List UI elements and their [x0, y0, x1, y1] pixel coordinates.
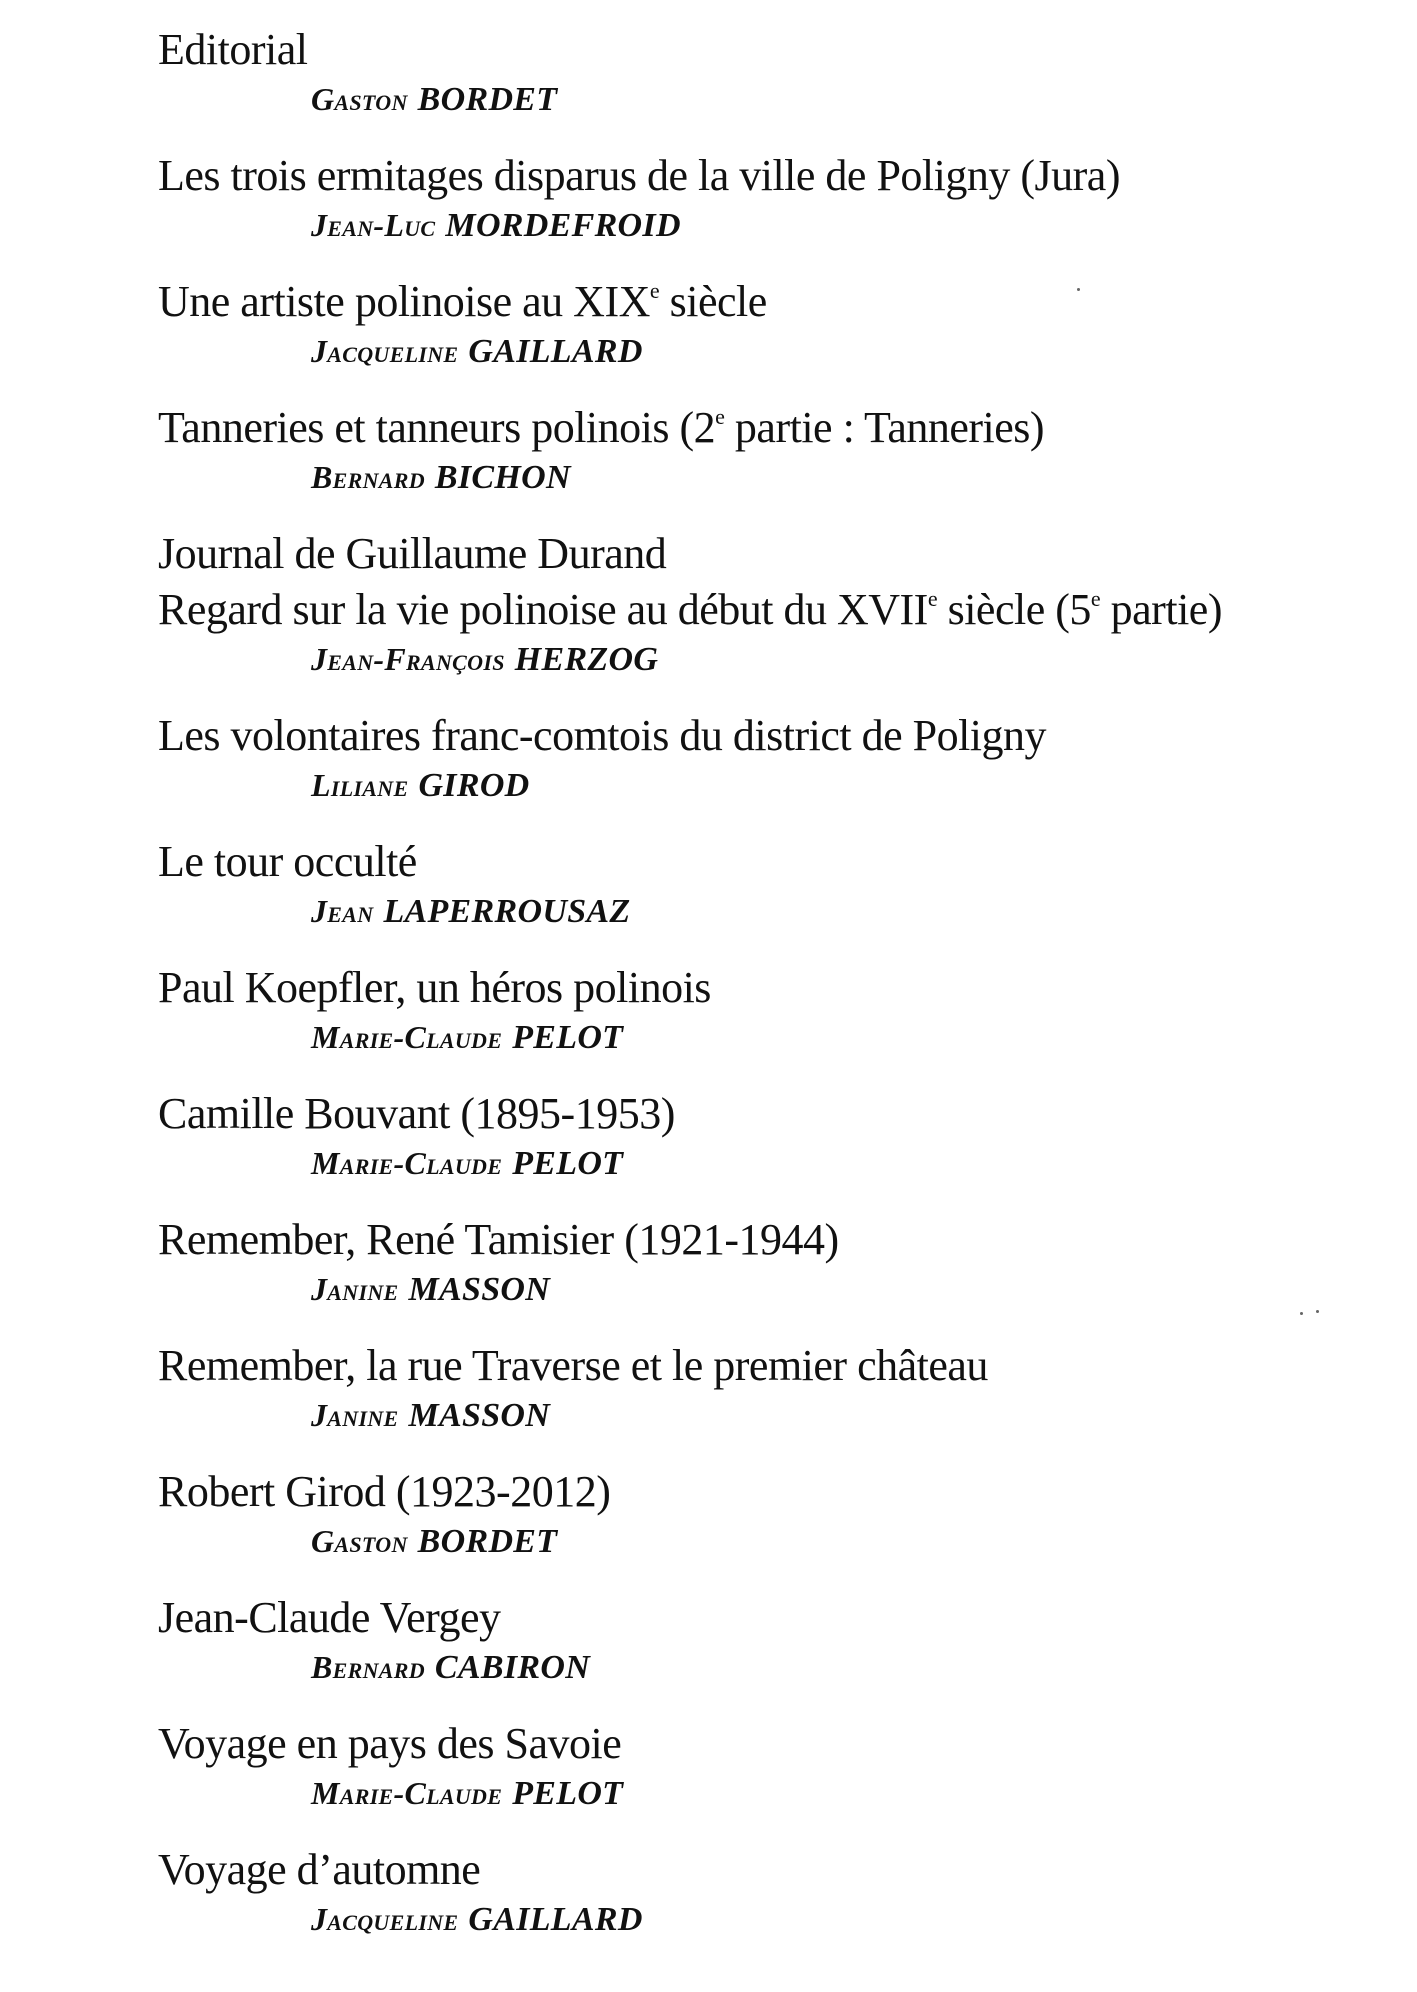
toc-entry — [158, 834, 1388, 932]
author-last-name: MASSON — [408, 1271, 551, 1308]
author-last-name: BORDET — [417, 81, 558, 118]
article-title: Journal de Guillaume Durand — [158, 529, 667, 578]
author-last-name: BORDET — [417, 1523, 558, 1560]
article-author — [158, 456, 1388, 498]
scan-speck — [1316, 1310, 1319, 1313]
article-title: Voyage en pays des Savoie — [158, 1719, 622, 1768]
author-first-name: Jean-Luc — [311, 207, 436, 243]
author-first-name: Marie-Claude — [311, 1019, 503, 1055]
toc-entry — [158, 708, 1388, 806]
author-first-name: Bernard — [311, 459, 425, 495]
author-last-name: HERZOG — [514, 641, 659, 678]
author-first-name: Jacqueline — [311, 333, 459, 369]
article-author — [158, 1394, 1388, 1436]
author-last-name: GAILLARD — [468, 1901, 643, 1938]
article-title: Tanneries et tanneurs polinois (2e partie : Tanneries) — [158, 403, 1045, 452]
author-last-name: MASSON — [408, 1397, 551, 1434]
article-author — [158, 638, 1388, 680]
article-author — [158, 1142, 1388, 1184]
toc-entry — [158, 22, 1388, 120]
article-title: Paul Koepfler, un héros polinois — [158, 963, 711, 1012]
article-title: Editorial — [158, 25, 308, 74]
author-first-name: Gaston — [311, 81, 408, 117]
author-last-name: BICHON — [434, 459, 571, 496]
article-title: Robert Girod (1923-2012) — [158, 1467, 611, 1516]
author-first-name: Marie-Claude — [311, 1775, 503, 1811]
toc-entry — [158, 1842, 1388, 1940]
article-title: Remember, René Tamisier (1921-1944) — [158, 1215, 839, 1264]
author-last-name: MORDEFROID — [445, 207, 681, 244]
article-title: Les volontaires franc-comtois du district de Poligny — [158, 711, 1047, 760]
article-author — [158, 1898, 1388, 1940]
toc-entry — [158, 274, 1388, 372]
author-first-name: Janine — [311, 1397, 399, 1433]
author-first-name: Jean — [311, 893, 374, 929]
author-last-name: GIROD — [418, 767, 530, 804]
author-first-name: Liliane — [311, 767, 409, 803]
article-title: Une artiste polinoise au XIXe siècle — [158, 277, 767, 326]
article-title: Jean-Claude Vergey — [158, 1593, 501, 1642]
author-last-name: PELOT — [512, 1019, 624, 1056]
toc-entry — [158, 960, 1388, 1058]
author-last-name: GAILLARD — [468, 333, 643, 370]
article-author — [158, 204, 1388, 246]
toc-entry — [158, 148, 1388, 246]
article-author — [158, 764, 1388, 806]
author-first-name: Jacqueline — [311, 1901, 459, 1937]
article-subtitle: Regard sur la vie polinoise au début du XVIIe siècle (5e partie) — [158, 585, 1222, 634]
author-last-name: CABIRON — [434, 1649, 591, 1686]
toc-entry — [158, 1464, 1388, 1562]
scan-speck — [1300, 1312, 1303, 1315]
author-first-name: Marie-Claude — [311, 1145, 503, 1181]
toc-entry — [158, 1716, 1388, 1814]
toc-entry — [158, 1338, 1388, 1436]
toc-entry — [158, 526, 1388, 680]
article-author — [158, 1268, 1388, 1310]
article-author — [158, 1646, 1388, 1688]
author-last-name: PELOT — [512, 1145, 624, 1182]
scan-speck — [1077, 288, 1080, 291]
article-author — [158, 1016, 1388, 1058]
article-author — [158, 330, 1388, 372]
author-first-name: Jean-François — [311, 641, 505, 677]
article-title: Camille Bouvant (1895-1953) — [158, 1089, 675, 1138]
table-of-contents — [158, 22, 1388, 1940]
article-title: Remember, la rue Traverse et le premier château — [158, 1341, 988, 1390]
article-author — [158, 1772, 1388, 1814]
author-last-name: PELOT — [512, 1775, 624, 1812]
author-last-name: LAPERROUSAZ — [383, 893, 631, 930]
article-author — [158, 1520, 1388, 1562]
article-title: Le tour occulté — [158, 837, 417, 886]
toc-entry — [158, 1212, 1388, 1310]
toc-entry — [158, 1590, 1388, 1688]
toc-entry — [158, 400, 1388, 498]
article-title: Les trois ermitages disparus de la ville de Poligny (Jura) — [158, 151, 1120, 200]
author-first-name: Gaston — [311, 1523, 408, 1559]
author-first-name: Bernard — [311, 1649, 425, 1685]
article-author — [158, 890, 1388, 932]
toc-entry — [158, 1086, 1388, 1184]
article-title: Voyage d’automne — [158, 1845, 481, 1894]
article-author — [158, 78, 1388, 120]
author-first-name: Janine — [311, 1271, 399, 1307]
